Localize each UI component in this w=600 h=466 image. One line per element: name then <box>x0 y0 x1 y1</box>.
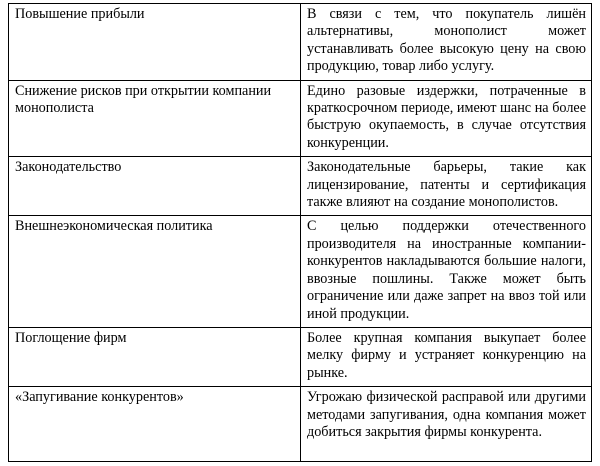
description-cell: Едино разовые издержки, потраченные в краткосрочном периоде, имеют шанс на более быструю окупаемость, в случае отсутствия конкуренции. <box>301 80 592 157</box>
factor-cell: «Запугивание конкурентов» <box>9 387 301 462</box>
table-row <box>9 387 592 462</box>
factor-cell: Внешнеэкономическая политика <box>9 216 301 327</box>
description-cell: С целью поддержки отечественного производителя на иностранные компании-конкурентов накладываются большие налоги, ввозные пошлины. Также может быть ограничение или даже запрет на ввоз той или иной продукции. <box>301 216 592 327</box>
factor-cell: Повышение прибыли <box>9 4 301 81</box>
table-body <box>9 4 592 462</box>
table-row <box>9 327 592 386</box>
factor-cell: Законодательство <box>9 157 301 216</box>
monopoly-factors-table <box>8 3 592 462</box>
description-cell: Угрожаю физической расправой или другими методами запугивания, одна компания может добиться закрытия фирмы конкурента. <box>301 387 592 462</box>
table-row <box>9 157 592 216</box>
table-row <box>9 4 592 81</box>
table-row <box>9 216 592 327</box>
factor-cell: Поглощение фирм <box>9 327 301 386</box>
description-cell: В связи с тем, что покупатель лишён альтернативы, монополист может устанавливать более высокую цену на свою продукцию, товар либо услугу. <box>301 4 592 81</box>
description-cell: Более крупная компания выкупает более мелку фирму и устраняет конкуренцию на рынке. <box>301 327 592 386</box>
table-row <box>9 80 592 157</box>
factor-cell: Снижение рисков при открытии компании монополиста <box>9 80 301 157</box>
description-cell: Законодательные барьеры, такие как лицензирование, патенты и сертификация также влияют на создание монополистов. <box>301 157 592 216</box>
